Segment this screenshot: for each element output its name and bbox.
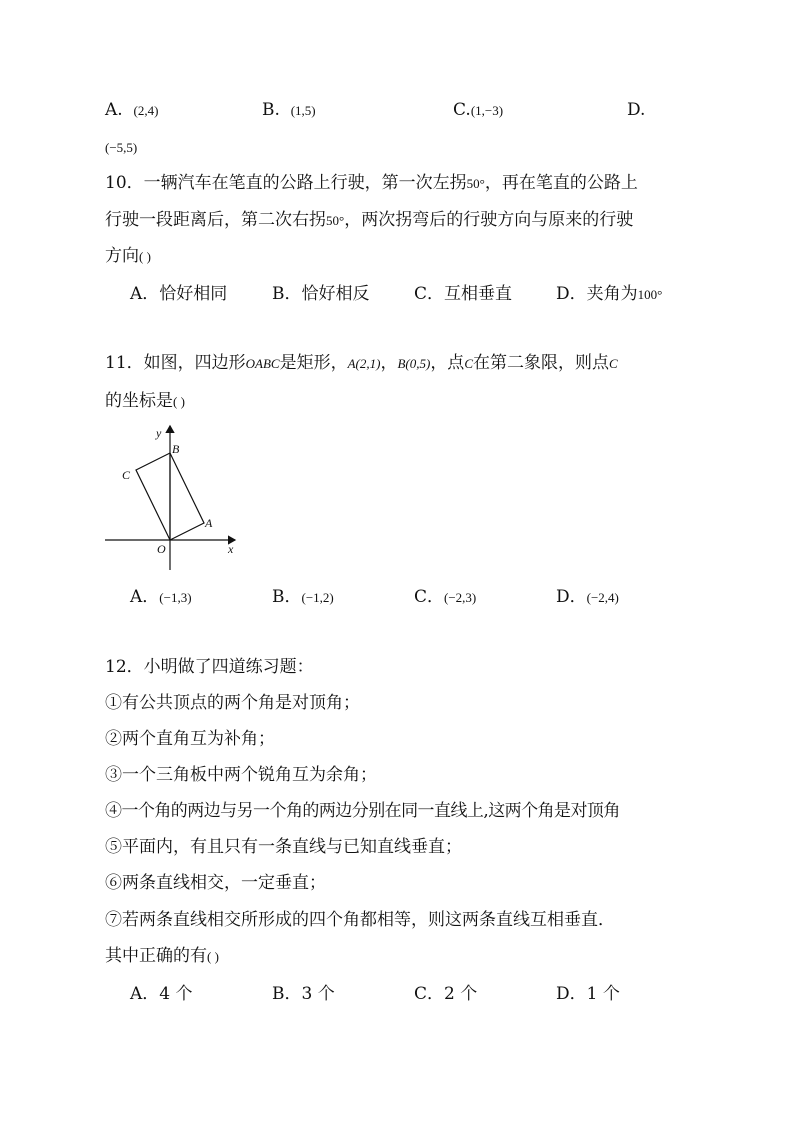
- q12-item-7: ⑦若两条直线相交所形成的四个角都相等，则这两条直线互相垂直．: [105, 910, 615, 930]
- q12-option-c: C．2 个: [414, 984, 478, 1004]
- q11-option-b: B．(−1,2): [272, 587, 334, 607]
- q12-item-2: ②两个直角互为补角；: [105, 729, 275, 749]
- q12-intro: 12．小明做了四道练习题：: [105, 657, 314, 677]
- label-x: x: [228, 542, 234, 556]
- q12-item-3: ③一个三角板中两个锐角互为余角；: [105, 765, 377, 785]
- q10-option-c: C．互相垂直: [414, 284, 513, 304]
- q11-option-a: A．(−1,3): [130, 587, 192, 607]
- q10-line-2: 行驶一段距离后，第二次右拐50°，两次拐弯后的行驶方向与原来的行驶: [105, 210, 634, 230]
- label-a: A: [205, 516, 213, 530]
- q12-option-a: A．4 个: [130, 984, 193, 1004]
- q11-line-1: 11．如图，四边形OABC是矩形，A(2,1)，B(0,5)，点C在第二象限，则点C: [105, 353, 618, 373]
- q9-option-c: C.(1,−3): [453, 100, 504, 120]
- q11-figure: [100, 420, 260, 580]
- q11-option-d: D．(−2,4): [556, 587, 619, 607]
- q10-option-a: A．恰好相同: [130, 284, 228, 304]
- q12-question: 其中正确的有( ): [105, 946, 219, 966]
- q12-item-6: ⑥两条直线相交，一定垂直；: [105, 873, 326, 893]
- q10-line-1: 10．一辆汽车在笔直的公路上行驶，第一次左拐50°，再在笔直的公路上: [105, 173, 638, 193]
- q10-option-b: B．恰好相反: [272, 284, 370, 304]
- q12-option-d: D．1 个: [556, 984, 620, 1004]
- label-y: y: [156, 426, 162, 440]
- q12-item-4: ④一个角的两边与另一个角的两边分别在同一直线上,这两个角是对顶角: [105, 801, 620, 821]
- q9-option-d-letter: D.: [627, 100, 646, 120]
- q9-option-d-value: (−5,5): [105, 140, 138, 155]
- q10-line-3: 方向( ): [105, 246, 151, 266]
- q9-option-a: A. (2,4): [105, 100, 159, 120]
- q12-option-b: B．3 个: [272, 984, 335, 1004]
- label-b: B: [172, 442, 180, 456]
- label-c: C: [122, 468, 131, 482]
- q9-option-b: B. (1,5): [262, 100, 316, 120]
- q10-option-d: D．夹角为100°: [556, 284, 663, 304]
- q12-item-1: ①有公共顶点的两个角是对顶角；: [105, 693, 360, 713]
- q11-line-2: 的坐标是( ): [105, 391, 185, 411]
- label-o: O: [157, 542, 166, 556]
- q12-item-5: ⑤平面内，有且只有一条直线与已知直线垂直；: [105, 837, 462, 857]
- q11-option-c: C．(−2,3): [414, 587, 477, 607]
